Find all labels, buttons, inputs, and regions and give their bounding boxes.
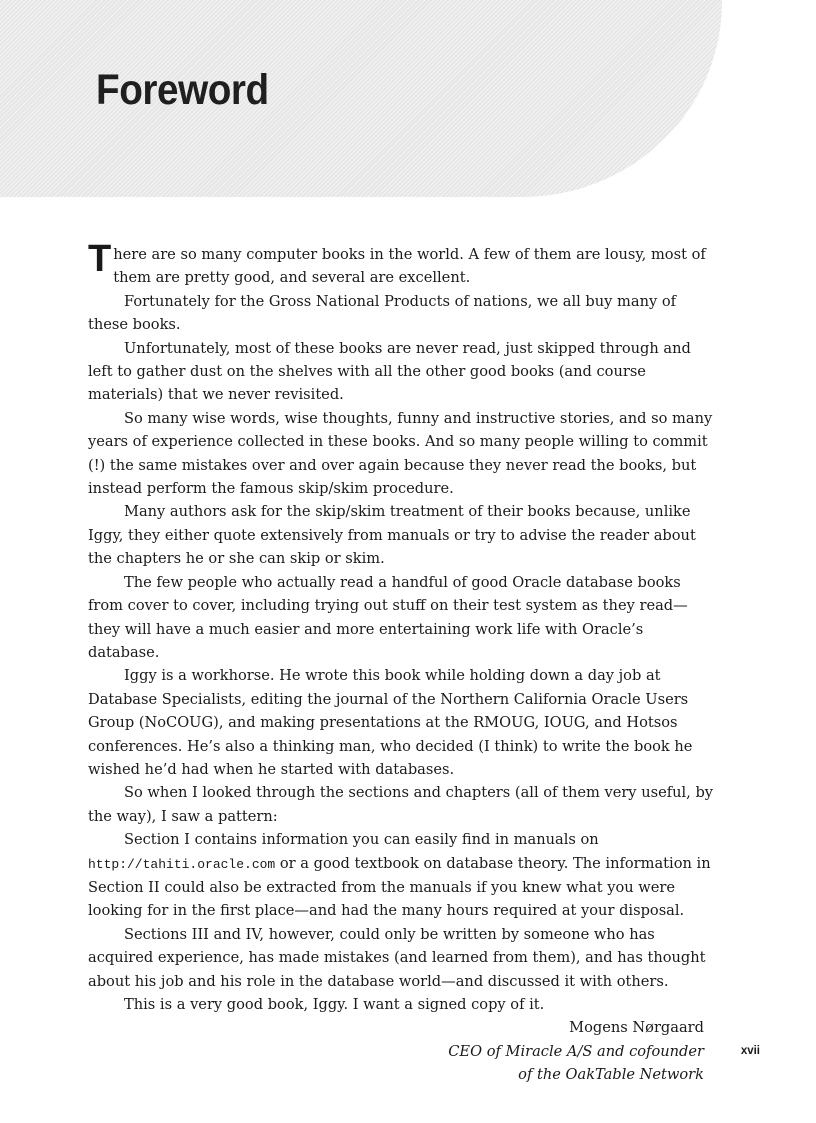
paragraph: So when I looked through the sections and chapters (all of them very useful, by the way), I saw a pattern: <box>88 784 714 825</box>
paragraph: This is a very good book, Iggy. I want a signed copy of it. <box>124 996 545 1013</box>
foreword-body <box>88 238 716 1087</box>
url-link[interactable]: http://tahiti.oracle.com <box>88 856 276 872</box>
drop-cap: T <box>88 238 112 280</box>
paragraph: Unfortunately, most of these books are never read, just skipped through and left to gather dust on the shelves with all the other good books (and course materials) that we never revisited. <box>88 339 691 404</box>
signature-title-line-2: of the OakTable Network <box>518 1066 704 1084</box>
paragraph <box>88 238 716 290</box>
paragraph: Fortunately for the Gross National Products of nations, we all buy many of these books. <box>88 292 677 334</box>
paragraph-text: Section I contains information you can easily find in manuals on <box>124 831 599 849</box>
paragraph: Sections III and IV, however, could only be written by someone who has acquired experience, has made mistakes (and learned from them), and has thought about his job and his role in the database world—and discussed it with others. <box>88 925 706 990</box>
signature-title-line-1: CEO of Miracle A/S and cofounder <box>448 1042 704 1060</box>
paragraph-text: here are so many computer books in the world. A few of them are lousy, most of them are pretty good, and several are excellent. <box>113 246 706 287</box>
page-number: xvii <box>740 1045 760 1057</box>
paragraph <box>88 828 716 923</box>
paragraph: So many wise words, wise thoughts, funny and instructive stories, and so many years of experience collected in these books. And so many people willing to commit (!) the same mistakes over and over again because they never read the books, but instead perform the famous skip/skim procedure. <box>88 409 713 498</box>
paragraph: Iggy is a workhorse. He wrote this book while holding down a day job at Database Specialists, editing the journal of the Northern California Oracle Users Group (NoCOUG), and making presentations at the RMOUG, IOUG, and Hotsos conferences. He’s also a thinking man, who decided (I think) to write the book he wished he’d had when he started with databases. <box>88 667 693 778</box>
signature-block <box>88 1016 704 1086</box>
paragraph-text: or a good textbook on database theory. The information in Section II could also be extracted from the manuals if you knew what you were looking for in the first place—and had the many hours required at your disposal. <box>88 854 711 920</box>
chapter-title: Foreword <box>96 66 269 114</box>
paragraph: The few people who actually read a handful of good Oracle database books from cover to cover, including trying out stuff on their test system as they read—they will have a much easier and more entertaining work life with Oracle’s database. <box>88 573 688 661</box>
signature-name: Mogens Nørgaard <box>569 1019 704 1037</box>
paragraph: Many authors ask for the skip/skim treatment of their books because, unlike Iggy, they either quote extensively from manuals or try to advise the reader about the chapters he or she can skip or skim. <box>88 503 696 568</box>
